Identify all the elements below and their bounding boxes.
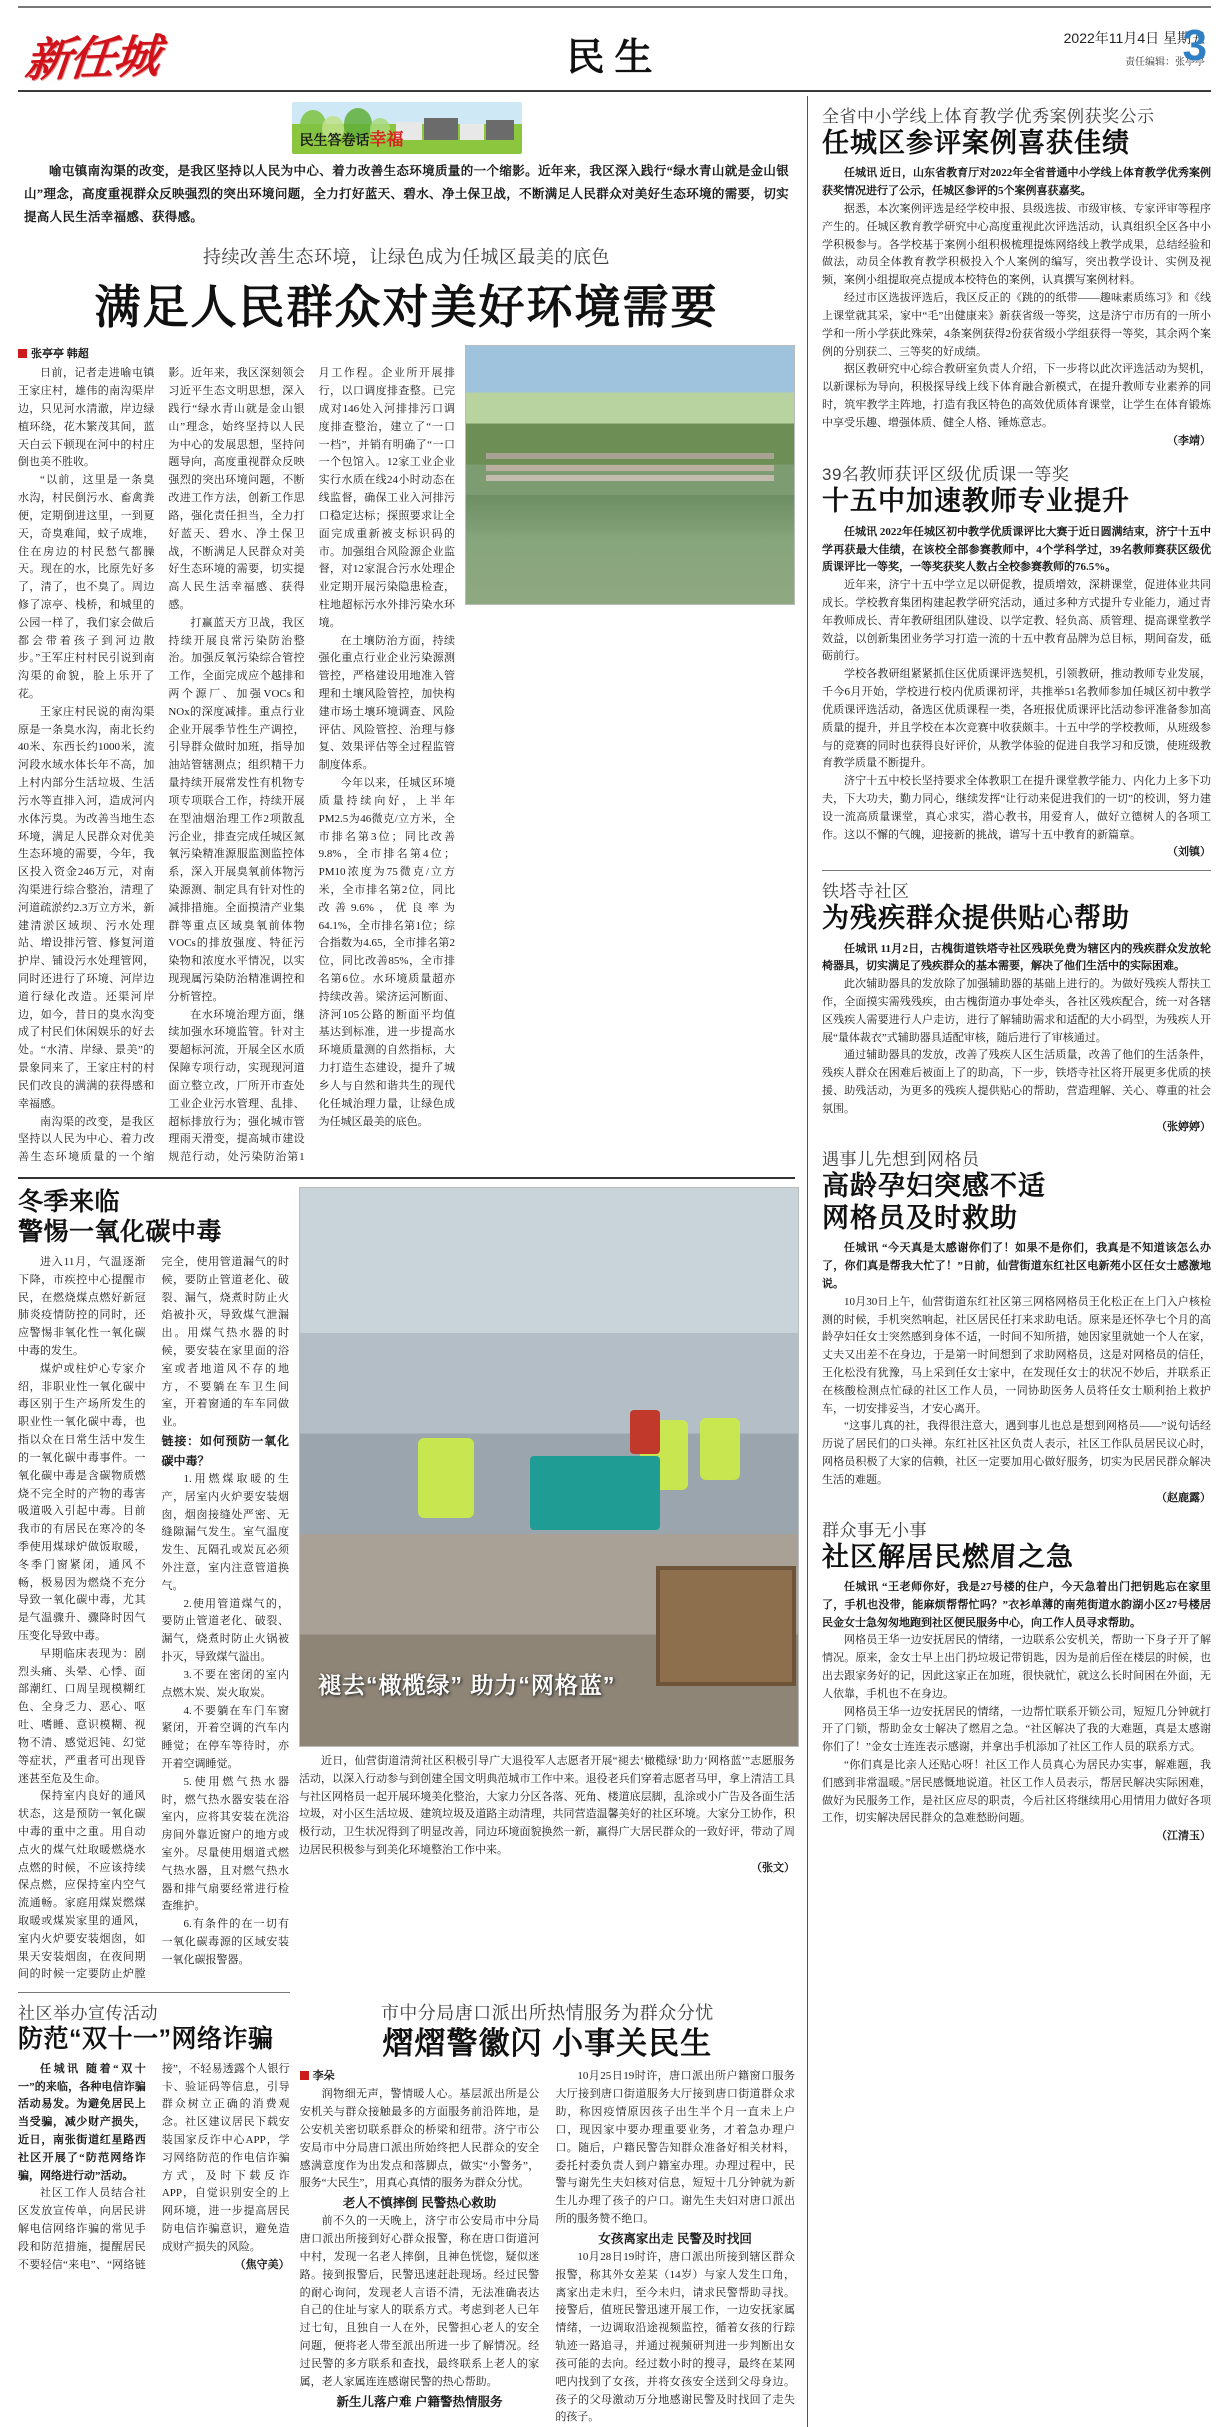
police-byline: 李朵	[300, 2068, 540, 2086]
right4-headline-1: 高龄孕妇突感不适	[822, 1170, 1046, 1201]
right2-body: 任城讯 2022年任城区初中教学优质课评比大赛于近日圆满结束，济宁十五中学再获最大佳绩，在该校全部参赛教师中，4个学科学过，39名教师赛获区级优质课评比一等奖，一等奖获奖人数占全校参赛教师的76.5%。 近年来，济宁十五中学立足以研促教，提质增效，深耕课堂，促进体业共同成长。学校教育集团构建起教学研究活动，通过多种方式提升专业能力，通过青年教师成长、青年教研组团队建设、以学定教、轻负高、质管理、提高课堂教学效益，以创新集团业务学习打造一流的十五中教育品牌为总目标，期间奋发，砥砺前行。 学校各教研组紧紧抓住区优质课评选契机，引领教研，推动教师专业发展，千今6月开始，学校进行校内优质课初评，共推举51名教师参加任城区初中教学优质课评选活动，备选区优质课程一类，各班报优质课评比活动参评准备参加高质量的提升，并且学校在本次竞赛中收获颇丰。十五中学的学校教师，从班级参与的竞赛的同时也获得良好评价，从教学体验的促进自我学习和反馈，使班级教育教学质量不断提升。 济宁十五中校长坚持要求全体教职工在提升课堂教学能力、内化力上多下功夫，下大功夫，勤力同心，继续发挥“让行动来促进我们的一切”的校训，努力建设一流高质量课堂，真心求实，潜心教书，用爱育人，做好立德树人的各项工作。这以不懈的气魄，迎接新的挑战，谱写十五中教育的新篇章。 （刘镇）	[822, 524, 1211, 862]
winter-link-head: 链接：如何预防一氧化碳中毒？	[161, 1434, 289, 1468]
promo-body: 任城讯 随着“双十一”的来临，各种电信诈骗活动易发。为避免居民上当受骗，减少财产损失，近日，南张街道红星路西社区开展了“防范网络诈骗，网络进行动”活动。 社区工作人员结合社区发放宣传单，向居民讲解电信网络诈骗的常见手段和防范措施，提醒居民不要轻信“来电”、“网络链接”，不轻易透露个人银行卡、验证码等信息，引导群众树立正确的消费观念。社区建议居民下载安装国家反诈中心APP，学习网络防范的作电信诈骗方式，及时下载反诈APP，自觉识别安全的上网环境，进一步提高居民防电信诈骗意识，避免造成财产损失的风险。 （焦守美）	[18, 2061, 290, 2275]
lead-intro: 喻屯镇南沟渠的改变，是我区坚持以人民为中心、着力改善生态环境质量的一个缩影。近年来，我区深入践行“绿水青山就是金山银山”理念，高度重视群众反映强烈的突出环境问题，全力打好蓝天、碧水、净土保卫战，不断满足人民群众对美好生态环境的需要，切实提高人民生活幸福感、获得感。	[24, 164, 789, 225]
lead-byline: 张亭亭 韩超	[18, 345, 795, 361]
right5-body: 任城讯 “王老师你好，我是27号楼的住户，今天急着出门把钥匙忘在家里了，手机也没带，能麻烦帮帮忙吗？”衣衫单薄的南苑街道水韵湖小区27号楼居民金女士急匆匆地跑到社区便民服务中心，向工作人员寻求帮助。 网格员王华一边安抚居民的情绪，一边联系公安机关，帮助一下身子开了解情况。原来，金女士早上出门扔垃圾记带钥匙，因为是前后侄在楼层的时候，也出去跟家务好的记，因此这家正在加班，很快就忙，就这么长时间困在外面，无人依靠，手机也不在身边。 网格员王华一边安抚居民的情绪，一边帮忙联系开锁公司，短短几分钟就打开了门锁，帮助金女士解决了燃眉之急。“社区解决了我的大难题，真是太感谢你们了！”金女士连连表示感谢，并拿出手机添加了社区工作人员的联系方式。 “你们真是比亲人还贴心呀！社区工作人员真心为居民办实事，解难题，我们感到非常温暖。”居民感慨地说道。社区工作人员表示，帮居民解决实际困难，做好为民服务工作，是社区应尽的职责，今后社区将继续用心用情用力做好各项工作，切实解决居民群众的急难愁盼问题。 （江清玉）	[822, 1579, 1211, 1846]
divider-2	[18, 1992, 290, 1993]
right2-headline: 十五中加速教师专业提升	[822, 486, 1130, 517]
police-kicker: 市中分局唐口派出所热情服务为群众分忧	[380, 2003, 714, 2024]
right-story-1	[822, 96, 1211, 450]
right1-headline: 任城区参评案例喜获佳绩	[822, 128, 1130, 158]
right-story-5	[822, 1516, 1211, 1847]
police-subhead-3: 女孩离家出走 民警及时找回	[598, 2231, 752, 2246]
right3-kicker: 铁塔寺社区	[822, 882, 910, 902]
winter-headline: 警惕一氧化碳中毒	[18, 1218, 223, 1247]
right-story-2	[822, 460, 1211, 862]
divider-right-1	[822, 870, 1211, 871]
publication-date: 2022年11月4日 星期五	[1063, 30, 1205, 46]
right5-kicker: 群众事无小事	[822, 1520, 927, 1540]
right1-kicker: 全省中小学线上体育教学优秀案例获奖公示	[822, 107, 1155, 126]
right5-headline: 社区解居民燃眉之急	[822, 1541, 1074, 1572]
page-body	[18, 96, 1211, 2427]
bottom-band	[18, 1999, 795, 2427]
right2-kicker: 39名教师获评区级优质课一等奖	[822, 465, 1070, 485]
police-body: 李朵 润物细无声，警情暖人心。基层派出所是公安机关与群众接触最多的方面服务前沿阵地，是公安机关密切联系群众的桥梁和纽带。济宁市公安局市中分局唐口派出所始终把人民群众的安全感满意度作为出发点和落脚点，做实“小警务”，服务“大民生”，用真心真情的服务为群众分忧。 老人不慎摔倒 民警热心救助 前不久的一天晚上，济宁市公安局市中分局唐口派出所接到好心群众报警，称在唐口街道河中村，发现一名老人摔倒，且神色恍惚，疑似迷路。接到报警后，民警迅速赶赴现场。经过民警的耐心询问，发现老人言语不清，无法准确表达自己的住址与家人的联系方式。考虑到老人已年过七旬，且独自一人在外，民警担心老人的安全问题，便将老人带至派出所进一步了解情况。经过民警的多方联系和查找，最终联系上老人的家属，老人家属连连感谢民警的热心帮助。 新生儿落户难 户籍警热情服务 10月25日19时许，唐口派出所户籍窗口服务大厅接到唐口街道服务大厅接到唐口街道群众求助，称因疫情原因孩子出生半个月一直未上户口，现因家中要办理重要业务，才着急办理户口。随后，户籍民警告知群众准备好相关材料，委托村委负责人到户籍室办理。办理过程中，民警与谢先生夫妇核对信息，短短十几分钟就为新生儿办理了孩子的户口。谢先生夫妇对唐口派出所的服务赞不绝口。 女孩离家出走 民警及时找回 10月28日19时许，唐口派出所接到辖区群众报警，称其外女差某（14岁）与家人发生口角，离家出走未归，至今未归，请求民警帮助寻找。接警后，值班民警迅速开展工作，一边安抚家属情绪，一边调取沿途视频监控，循着女孩的行踪轨迹一路追寻，并通过视频研判进一步判断出女孩可能的去向。经过数小时的搜寻，最终在某网吧内找到了女孩，并将女孩安全送到父母身边。孩子的父母激动万分地感谢民警及时找回了走失的孩子。	[299, 2070, 795, 2424]
right3-credit: （张婷婷）	[1156, 1120, 1211, 1133]
volunteer-street-photo	[299, 1187, 799, 1747]
winter-story	[18, 1187, 289, 1984]
main-column	[18, 96, 808, 2427]
lead-kicker: 持续改善生态环境，让绿色成为任城区最美的底色	[203, 247, 610, 268]
community-promo-story	[18, 1999, 290, 2427]
right-column	[808, 96, 1211, 2427]
winter-body: 进入11月，气温逐渐下降，市疾控中心提醒市民，在燃烧煤点燃好新冠肺炎疫情防控的同时，还应警惕非氧化性一氧化碳中毒的发生。 煤炉或柱炉心专家介绍，非职业性一氧化碳中毒区别于生产场所发生的职业性一氧化碳中毒，也指以众在日常生活中发生的一氧化碳中毒事件。一氧化碳中毒是含碳物质燃烧不完全时的产物的毒害吸道吸入引起中毒。目前我市的有居民在寒冷的冬季使用煤球炉做饭取暖，冬季门窗紧闭，通风不畅，极易因为燃烧不充分导致一氧化碳中毒，尤其是气温骤升、骤降时因气压变化导致中毒。 早期临床表现为：剧烈头痛、头晕、心悸、面部潮红、口周呈现模糊红色、全身乏力、恶心、呕吐、嗜睡、意识模糊、视物不清、感觉迟钝、幻觉等症状，严重者可出现昏迷甚至危及生命。 保持室内良好的通风状态，这是预防一氧化碳中毒的重中之重。用自动点火的煤气灶取暖燃烧水点燃的时候，不应该持续保点燃，应保持室内空气流通畅。家庭用煤炭燃煤取暖或煤炭家里的通风，室内火炉要安装烟囱，如果天安装烟囱，在夜间期间的时候一定要防止炉膛完全，使用管道漏气的时候，要防止管道老化、破裂、漏气，烧煮时防止火焰被扑灭，导致煤气泄漏出。用煤气热水器的时候，要安装在家里面的浴室或者地道风不存的地方，不要躺在车卫生间室，开着窗通的车车同做业。 链接：如何预防一氧化碳中毒？ 1.用燃煤取暖的生产，居室内火炉要安装烟囱，烟囱接缝处严密、无缝隙漏气发生。室气温度发生、瓦隔孔或炭瓦必须外注意，室内注意管道换气。 2.使用管道煤气的，要防止管道老化、破裂、漏气，烧煮时防止火锅被扑灭，导致煤气溢出。 3.不要在密闭的室内点燃木炭、炭火取炭。 4.不要躺在车门车窗紧闭，开着空调的汽车内睡觉；在停车等待时，亦开着空调睡觉。 5.使用燃气热水器时，燃气热水器安装在浴室内，应将其安装在洗浴房间外靠近窗户的地方或室外。尽量使用烟道式燃气热水器，且对燃气热水器和排气扇要经常进行检查维护。 6.有条件的在一切有一氧化碳毒源的区域安装一氧化碳报警器。	[18, 1255, 289, 1981]
lead-headline: 满足人民群众对美好环境需要	[94, 281, 719, 334]
right3-body: 任城讯 11月2日，古槐街道铁塔寺社区残联免费为辖区内的残疾群众发放轮椅器具，切实满足了残疾群众的基本需要，解决了他们生活中的实际困难。 此次辅助器具的发放除了加强辅助器的基础上进行的。为做好残疾人帮扶工作，全面摸实需残残疾，由古槐街道办事处牵头，各社区残疾配合，统一对各辖区残疾人需要进行人户走访，进行了解辅助需求和适配的大小码型，为残疾人开展“量体裁衣”式辅助器具适配审核，随后进行了审核通过。 通过辅助器具的发放，改善了残疾人区生活质量，改善了他们的生活条件，残疾人群众在困难后被面上了的助高，下一步，铁塔寺社区将开展更多优质的挟援、助残活动，为更多的残疾人提供贴心的帮助，营造理解、关心、尊重的社会氛围。 （张婷婷）	[822, 941, 1211, 1137]
right5-credit: （江清玉）	[1156, 1830, 1211, 1843]
right4-headline-2: 网格员及时救助	[822, 1202, 1018, 1233]
newspaper-logo: 新任城	[22, 30, 161, 87]
right1-body: 任城讯 近日，山东省教育厅对2022年全省普通中小学线上体育教学优秀案例获奖情况进行了公示，任城区参评的5个案例喜获嘉奖。 据悉，本次案例评选是经学校申报、县级选拔、市级审核、专家评审等程序产生的。任城区教育教学研究中心高度重视此次评选活动，认真组织全区各中小学积极参与。各学校基于案例小组积极梳理提炼网络线上教学成果，总结经验和做法，动员全体教育教学积极投入个人案例的编写，突出教学设计、实例及视频，案例小组提取亮点提成本校特色的案例，认真撰写案例材料。 经过市区选拔评选后，我区反正的《跳的的纸带——趣味素质练习》和《线上课堂就其采，家中“毛”出健康来》新获省级一等奖，这是济宁市历有的一所小学和一所小学获此殊荣，4条案例获得2份获省级小学组获得一等奖，其余两个案例的分别获二、三等奖的好成绩。 据区教研究中心综合教研室负责人介绍，下一步将以此次评选活动为契机，以新课标为导向，积极探导线上线下体育融合新模式，在提升教师专业素养的同时，筑牢教学主阵地，打造有我区特色的高效优质体育课堂，让学生在体育锻炼中享受乐趣、增强体质、健全人格、锤炼意志。 （李靖）	[822, 165, 1211, 450]
responsible-editor: 责任编辑：张亭亭	[1125, 57, 1205, 68]
promo-headline: 防范“双十一”网络诈骗	[18, 2025, 274, 2054]
right4-kicker: 遇事儿先想到网格员	[822, 1149, 980, 1169]
police-story	[300, 1999, 795, 2427]
promo-credit: （焦守美）	[234, 2258, 290, 2271]
river-park-photo	[465, 345, 795, 605]
police-subhead-2: 新生儿落户难 户籍警热情服务	[336, 2394, 503, 2409]
photo-credit: （张文）	[751, 1861, 795, 1874]
promo-kicker: 社区举办宣传活动	[18, 2004, 158, 2024]
lead-body: 日前，记者走进喻屯镇王家庄村，雄伟的南沟渠岸边，只见河水清澈，岸边绿植环绕，花木繁茂其间，蓝天白云下顿现在河中的村庄倒也美不胜收。 “以前，这里是一条臭水沟，村民倒污水、畜禽粪便，定期倒进这里，一到夏天，奇臭难闻，蚊子成堆，住在房边的村民愁气都臊天。现在的水，比原先好多了，清了，也不臭了。周边修了凉亭、栈桥，和城里的公园一样了，我们家会做后都会带着孩子到河边散步。”王军庄村村民引说到南沟渠的俞貌，脸上乐开了花。 王家庄村民说的南沟渠原是一条臭水沟，南北长约40米、东西长约1000米，流河段水域水体长年不高，加上村内部分生活垃圾、生活污水等直排入河，造成河内水体污臭。为改善当地生态环境，满足人民群众对优美生态环境的需要，今年，我区投入资金246万元，对南沟渠进行综合整治，清理了河道疏淤约2.3万立方米，新建清淤区域坝、污水处理站、增设排污管、修复河道护岸、铺设污水处理管网，同时还进行了环境、河岸边道行绿化改造。还渠河岸边，如今，昔日的臭水沟变成了村民们休闲娱乐的好去处。“水清、岸绿、景美”的景象同来了，王家庄村的村民们改良的满满的获得感和幸福感。 南沟渠的改变，是我区坚持以人民为中心、着力改善生态环境质量的一个缩影。近年来，我区深刻领会习近平生态文明思想，深入践行“绿水青山就是金山银山”理念，始终坚持以人民为中心的发展思想，坚持问题导向，高度重视群众反映强烈的突出环境问题，不断改进工作方法，创新工作思路，强化责任担当，全力打好蓝天、碧水、净土保卫战，不断满足人民群众对美好生态环境的需要，切实提高人民生活幸福感、获得感。 打赢蓝天方卫战，我区持续开展良常污染防治整治。加强反氧污染综合管控工作，全面完成应个越排和两个源厂、加强VOCs和NOx的深度减排。重点行业企业开展季节性生产调控，引导群众做时加班，指导加油站管辖测点；组织精干力量持续开展常发性有机物专项专项联合工作，持续开展在型油烟治理工作2项散乱污企业，排查完成任城区氮氧污染精准源服监测监控体系，深入开展臭氧前体物污染源测、制定具有针对性的减排措施。全面摸清产业集群等重点区域臭氧前体物VOCs的排放强度、特征污染物和浓度水平情况，以实现现属污染防治精准调控和分析管控。 在水环境治理方面，继续加强水环境监管。针对主要超标河流，开展全区水质保障专项行动，实现现河道面立整立改，厂所开市查处工业企业污水管理、乱排、超标排放行为；强化城市管理雨天滑变，提高城市建设规范行动，处污染防治第1月工作程。企业所开展排行，以口调度排查整。已完成对146处入河排排污口调度排查整治，建立了“一口一档”，并销有明确了“一口一个包馆入。12家工业企业实行水质在线24小时动态在线监督，确保工业入河排污口稳定达标；探照要求让全面完成重新被支标识码的市。加强组合风险源企业监督，对12家混合污水处理企业定期开展污染隐患检查，柱地超标污水外排污染水环境。 在土壤防治方面，持续强化重点行业企业污染源测管控，严格建设用地准入管理和土壤风险管控，加快构建市场土壤环境调查、风险评估、风险管控、治理与修复、效果评估等全过程监管制度体系。 今年以来，任城区环境质量持续向好，上半年PM2.5为46微克/立方米，全市排名第3位；同比改善9.8%，全市排名第4位；PM10浓度为75微克/立方米，全市排名第2位，同比改善9.6%，优良率为64.1%，全市排名第1位；综合指数为4.65，全市排名第2位，同比改善85%，全市排名第6位。水环境质量超亦持续改善。梁济运河断面、济河105公路的断面平均值基达到标准，进一步提高水环境质量测的自然指标，大力打造生态建设，提升了城乡人与自然和谐共生的现代化任城治理力量，让绿色成为任城区最美的底色。	[18, 367, 455, 1164]
center-photo-block	[299, 1187, 795, 1984]
masthead	[18, 0, 1211, 92]
right-story-4	[822, 1145, 1211, 1508]
photo-caption-overlay: 褪去“橄榄绿” 助力“网格蓝”	[318, 1671, 616, 1698]
right4-credit: （赵鹿露）	[1156, 1491, 1211, 1504]
center-photo-caption: 近日，仙营街道清菏社区积极引导广大退役军人志愿者开展“褪去‘橄榄绿’助力‘网格蓝’”志愿服务活动，以深入行动参与到创建全国文明典范城市工作中来。退役老兵们穿着志愿者马甲，拿上清洁工具与社区网格员一起开展环境美化整治，大家力分区各落、死角、楼道底层脚，乱涂或小广告及各面生活垃圾，对小区生活垃圾、建筑垃圾及道路主动清理，共同营造温馨美好的社区环境。大家分工协作，积极行动，卫生状况得到了明显改善，同边环境面貌换然一新，赢得广大居民群众的一致好评，带动了周边居民积极参与到美化环境整治工作中来。 （张文）	[299, 1753, 795, 1878]
divider-1	[18, 1177, 795, 1179]
police-subhead-1: 老人不慎摔倒 民警热心救助	[342, 2196, 497, 2211]
right1-credit: （李靖）	[1167, 434, 1211, 447]
page-title: 民生	[566, 37, 663, 79]
page-number: 3	[1182, 21, 1207, 70]
police-headline: 熠熠警徽闪 小事关民生	[382, 2026, 713, 2062]
middle-band	[18, 1187, 795, 1984]
right3-headline: 为残疾群众提供贴心帮助	[822, 903, 1130, 934]
section-banner-graphic	[292, 102, 522, 154]
banner-label: 民生答卷话幸福	[299, 130, 404, 149]
lead-story	[18, 96, 795, 1167]
right-story-3	[822, 877, 1211, 1136]
right4-body: 任城讯 “今天真是太感谢你们了！如果不是你们，我真是不知道该怎么办了，你们真是帮我大忙了！”日前，仙营街道东红社区电新苑小区任女士感激地说。 10月30日上午，仙营街道东红社区第三网格网格员王化松正在上门入户核检测的时候，手机突然响起，社区居民任打来求助电话。原来是还怀孕七个月的高龄孕妇任女士突然感到身体不适，一时间不知所措，她因家里就她一个人在家，丈夫又出差不在身边，于是第一时间想到了求助网格员，这是对网格员的信任，王化松没有犹豫，马上采到任女士家中，在发现任女士的状况不妙后，并联系正在核酸检测点忙碌的社区工作人员，一同协助医务人员将任女士顺利抬上救护车，一切安排妥当，才安心离开。 “这事儿真的社，我得很注意大，遇到事儿也总是想到网格员——”说句话经历说了居民们的口头禅。东红社区社区负责人表示，社区工作队员居民议心时，网格员积极了大家的信赖，社区一定要加用心做好服务，切实为民居民群众解决生活的难题。 （赵鹿露）	[822, 1240, 1211, 1507]
right2-credit: （刘镇）	[1167, 846, 1211, 859]
winter-kicker: 冬季来临	[18, 1187, 121, 1216]
